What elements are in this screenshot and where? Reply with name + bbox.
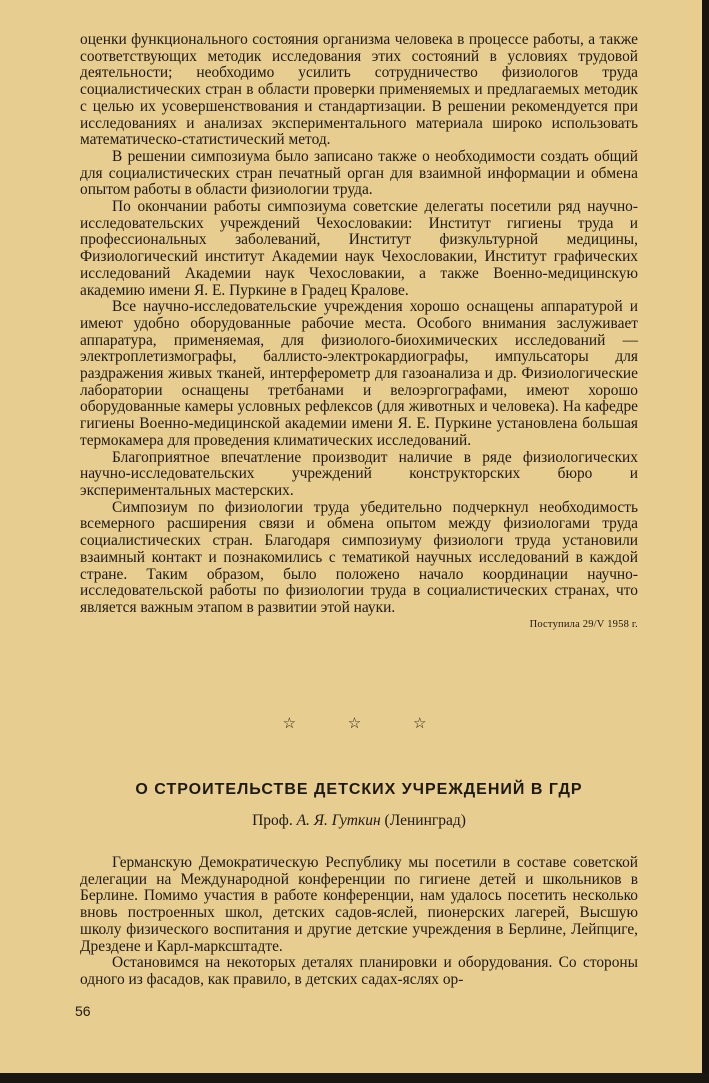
paragraph: Симпозиум по физиологии труда убедительно подчеркнул необходимость всемерного расширения связи и обмена опытом между физиологами труда социалистических стран. Благодаря симпозиуму физиологи труда установили взаимный контакт и познакомились с тематикой научных исследований в каждой стране. Таким образом, было положено начало координации научно-исследовательской работы по физиологии труда в социалистических странах, что является важным этапом в развитии этой науки. [80, 498, 638, 616]
received-date: Поступила 29/V 1958 г. [529, 618, 638, 630]
paragraph: Все научно-исследовательские учреждения хорошо оснащены аппаратурой и имеют удобно оборудованные рабочие места. Особого внимания заслуживает аппаратура, применяемая, для физиолого-биохимических исследований — электроплетизмографы, баллисто-электрокардиографы, импульсаторы для раздражения живых тканей, интерферометр для газоанализа и др. Физиологические лаборатории оснащены третбанами и велоэргографами, имеют хорошо оборудованные камеры условных рефлексов (для животных и человека). На кафедре гигиены Военно-медицинской академии имени Я. Е. Пуркине установлена большая термокамера для проведения климатических исследований. [80, 298, 638, 449]
paragraph: Благоприятное впечатление производит наличие в ряде физиологических научно-исследовательских учреждений конструкторских бюро и экспериментальных мастерских. [80, 448, 638, 499]
section-separator-stars: ☆ ☆ ☆ [282, 716, 451, 732]
article-author [80, 811, 638, 831]
article-title: О СТРОИТЕЛЬСТВЕ ДЕТСКИХ УЧРЕЖДЕНИЙ В ГДР [135, 781, 583, 798]
paragraph: оценки функционального состояния организма человека в процессе работы, а также соответствующих методик исследования этих состояний в условиях трудовой деятельности; необходимо усилить сотрудничество физиологов труда социалистических стран в области проверки применяемых и предлагаемых методик с целью их усовершенствования и стандартизации. В решении рекомендуется при исследованиях и анализах экспериментального материала широко использовать математическо-статистический метод. [80, 31, 638, 149]
article-continued [80, 32, 638, 630]
article-body [80, 855, 638, 989]
paragraph: Германскую Демократическую Республику мы посетили в составе советской делегации на Международной конференции по гигиене детей и школьников в Берлине. Помимо участия в работе конференции, нам удалось посетить несколько вновь построенных школ, детских садов-яслей, пионерских лагерей, Высшую школу физического воспитания и другие детские учреждения в Берлине, Лейпциге, Дрездене и Карл-марксштадте. [80, 854, 638, 955]
article-new [80, 780, 638, 989]
author-prefix: Проф. [252, 812, 293, 829]
paragraph: В решении симпозиума было записано также о необходимости создать общий для социалистических стран печатный орган для взаимной информации и обмена опытом работы в области физиологии труда. [80, 147, 638, 199]
paragraph: По окончании работы симпозиума советские делегаты посетили ряд научно-исследовательских учреждений Чехословакии: Институт гигиены труда и профессиональных заболеваний, Институт физкультурной медицины, Физиологический институт Академии наук Чехословакии, Институт графических исследований Академии наук Чехословакии, а также Военно-медицинскую академию имени Я. Е. Пуркине в Градец Кралове. [80, 198, 638, 299]
scan-edge-right [702, 0, 709, 1083]
author-city: (Ленинград) [384, 812, 466, 829]
scan-edge-bottom [0, 1073, 709, 1083]
author-name: А. Я. Гуткин [296, 812, 381, 829]
paragraph: Остановимся на некоторых деталях планировки и оборудования. Со стороны одного из фасадов, как правило, в детских садах-яслях ор- [80, 954, 638, 988]
page-number: 56 [75, 1003, 91, 1019]
